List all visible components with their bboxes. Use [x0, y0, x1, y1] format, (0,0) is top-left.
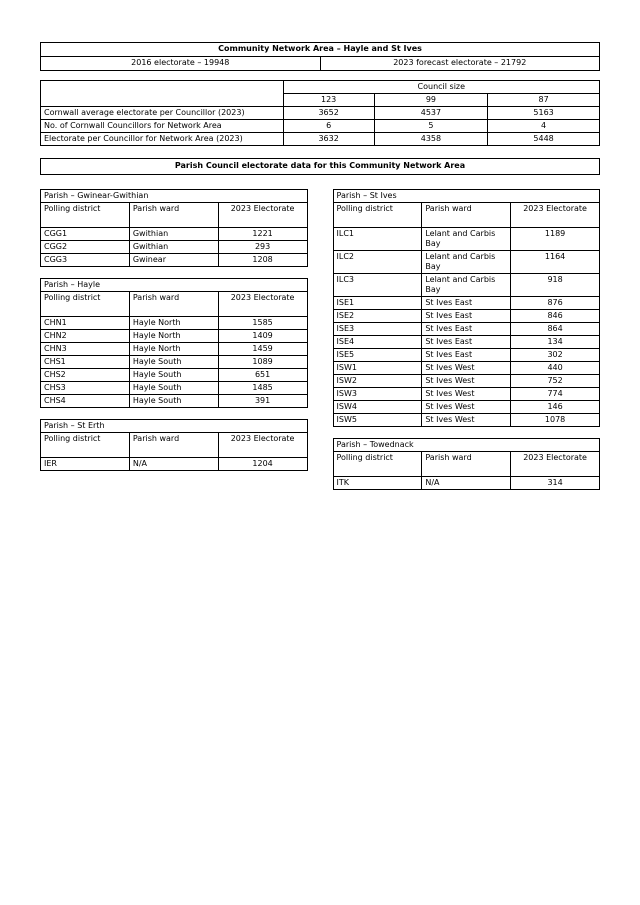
- polling-district-cell: ISW2: [333, 375, 422, 388]
- polling-district-cell: ISW5: [333, 414, 422, 427]
- polling-district-cell: CHS2: [41, 369, 130, 382]
- parish-table-title: Parish – St Erth: [41, 420, 308, 433]
- electorate-cell: 876: [511, 297, 600, 310]
- table-row: [333, 228, 600, 251]
- table-row: [41, 317, 308, 330]
- column-header: Parish ward: [129, 292, 218, 317]
- value-cell: 3632: [283, 133, 374, 146]
- parish-ward-cell: Lelant and Carbis Bay: [422, 251, 511, 274]
- council-size-value: 123: [283, 94, 374, 107]
- value-cell: 4537: [374, 107, 487, 120]
- parish-ward-cell: Gwinear: [129, 254, 218, 267]
- table-row: [333, 297, 600, 310]
- table-row: [41, 228, 308, 241]
- table-row: [41, 395, 308, 408]
- value-cell: 5448: [488, 133, 600, 146]
- parish-ward-cell: Hayle North: [129, 330, 218, 343]
- parish-table: [40, 189, 308, 267]
- parish-ward-cell: Hayle North: [129, 317, 218, 330]
- table-row: [41, 254, 308, 267]
- parish-table-title: Parish – Gwinear-Gwithian: [41, 190, 308, 203]
- parish-ward-cell: St Ives East: [422, 297, 511, 310]
- table-row: [333, 349, 600, 362]
- parish-table-title: Parish – Towednack: [333, 439, 600, 452]
- parish-ward-cell: Hayle South: [129, 369, 218, 382]
- polling-district-cell: CGG2: [41, 241, 130, 254]
- table-row: [333, 310, 600, 323]
- polling-district-cell: ISW3: [333, 388, 422, 401]
- polling-district-cell: ISW4: [333, 401, 422, 414]
- value-cell: 4: [488, 120, 600, 133]
- column-header: Parish ward: [422, 203, 511, 228]
- parish-table-title: Parish – Hayle: [41, 279, 308, 292]
- electorate-cell: 1164: [511, 251, 600, 274]
- table-row: [41, 330, 308, 343]
- parish-ward-cell: Lelant and Carbis Bay: [422, 274, 511, 297]
- parish-table: [333, 438, 601, 490]
- table-row: [41, 81, 600, 94]
- table-row: [41, 356, 308, 369]
- parish-tables-area: [40, 189, 600, 490]
- parish-table: [333, 189, 601, 427]
- parish-ward-cell: St Ives West: [422, 414, 511, 427]
- polling-district-cell: CHS1: [41, 356, 130, 369]
- row-label: No. of Cornwall Councillors for Network Area: [41, 120, 284, 133]
- column-header: Parish ward: [129, 433, 218, 458]
- parish-table-title: Parish – St Ives: [333, 190, 600, 203]
- table-row: [41, 369, 308, 382]
- column-header: 2023 Electorate: [511, 203, 600, 228]
- table-row: [333, 336, 600, 349]
- electorate-cell: 440: [511, 362, 600, 375]
- column-header: 2023 Electorate: [511, 452, 600, 477]
- parish-ward-cell: N/A: [129, 458, 218, 471]
- table-row: [41, 382, 308, 395]
- table-header-row: [41, 203, 308, 228]
- electorate-cell: 1459: [218, 343, 307, 356]
- table-row: [333, 323, 600, 336]
- polling-district-cell: CHS4: [41, 395, 130, 408]
- parish-ward-cell: St Ives East: [422, 323, 511, 336]
- electorate-cell: 1221: [218, 228, 307, 241]
- polling-district-cell: CGG1: [41, 228, 130, 241]
- electorate-cell: 1204: [218, 458, 307, 471]
- table-row: [41, 279, 308, 292]
- polling-district-cell: ISW1: [333, 362, 422, 375]
- electorate-cell: 774: [511, 388, 600, 401]
- column-header: Polling district: [333, 203, 422, 228]
- electorate-cell: 651: [218, 369, 307, 382]
- table-header-row: [41, 433, 308, 458]
- electorate-cell: 146: [511, 401, 600, 414]
- polling-district-cell: CGG3: [41, 254, 130, 267]
- electorate-cell: 1585: [218, 317, 307, 330]
- table-row: [41, 133, 600, 146]
- parish-ward-cell: St Ives West: [422, 388, 511, 401]
- column-header: Parish ward: [422, 452, 511, 477]
- electorate-cell: 752: [511, 375, 600, 388]
- parish-ward-cell: Gwithian: [129, 228, 218, 241]
- value-cell: 3652: [283, 107, 374, 120]
- parish-column-left: [40, 189, 308, 471]
- table-row: [333, 401, 600, 414]
- electorate-cell: 1078: [511, 414, 600, 427]
- table-row: [333, 414, 600, 427]
- polling-district-cell: ILC3: [333, 274, 422, 297]
- value-cell: 6: [283, 120, 374, 133]
- network-area-table: [40, 42, 600, 71]
- table-row: [41, 458, 308, 471]
- parish-ward-cell: Hayle South: [129, 395, 218, 408]
- table-row: [333, 190, 600, 203]
- table-row: [41, 43, 600, 57]
- parish-ward-cell: St Ives East: [422, 310, 511, 323]
- parish-ward-cell: Hayle South: [129, 356, 218, 369]
- table-row: [41, 241, 308, 254]
- electorate-cell: 1189: [511, 228, 600, 251]
- table-row: [333, 375, 600, 388]
- table-row: [333, 251, 600, 274]
- polling-district-cell: ITK: [333, 477, 422, 490]
- polling-district-cell: ISE5: [333, 349, 422, 362]
- table-header-row: [333, 203, 600, 228]
- electorate-2023-forecast-cell: 2023 forecast electorate – 21792: [320, 57, 600, 71]
- table-row: [41, 343, 308, 356]
- value-cell: 5: [374, 120, 487, 133]
- polling-district-cell: IER: [41, 458, 130, 471]
- polling-district-cell: ISE3: [333, 323, 422, 336]
- parish-ward-cell: St Ives West: [422, 375, 511, 388]
- electorate-cell: 134: [511, 336, 600, 349]
- table-row: [41, 190, 308, 203]
- table-row: [41, 57, 600, 71]
- parish-data-banner: Parish Council electorate data for this Community Network Area: [40, 158, 600, 175]
- column-header: 2023 Electorate: [218, 433, 307, 458]
- column-header: Polling district: [41, 203, 130, 228]
- electorate-cell: 1409: [218, 330, 307, 343]
- table-row: [333, 274, 600, 297]
- column-header: 2023 Electorate: [218, 292, 307, 317]
- table-row: [333, 477, 600, 490]
- electorate-cell: 314: [511, 477, 600, 490]
- parish-ward-cell: St Ives East: [422, 349, 511, 362]
- row-label: Electorate per Councillor for Network Area (2023): [41, 133, 284, 146]
- electorate-cell: 1208: [218, 254, 307, 267]
- table-row: [41, 107, 600, 120]
- table-row: [333, 439, 600, 452]
- council-size-value: 99: [374, 94, 487, 107]
- electorate-cell: 918: [511, 274, 600, 297]
- parish-ward-cell: Hayle South: [129, 382, 218, 395]
- polling-district-cell: ISE2: [333, 310, 422, 323]
- polling-district-cell: CHN3: [41, 343, 130, 356]
- table-header-row: [41, 292, 308, 317]
- table-row: [333, 388, 600, 401]
- electorate-cell: 391: [218, 395, 307, 408]
- electorate-cell: 846: [511, 310, 600, 323]
- value-cell: 5163: [488, 107, 600, 120]
- column-header: Polling district: [333, 452, 422, 477]
- electorate-cell: 302: [511, 349, 600, 362]
- parish-table: [40, 278, 308, 408]
- parish-column-right: [333, 189, 601, 490]
- council-size-header: Council size: [283, 81, 599, 94]
- electorate-cell: 1089: [218, 356, 307, 369]
- parish-table: [40, 419, 308, 471]
- network-area-title: Community Network Area – Hayle and St Ives: [41, 43, 600, 57]
- parish-ward-cell: Gwithian: [129, 241, 218, 254]
- parish-ward-cell: Hayle North: [129, 343, 218, 356]
- polling-district-cell: ILC2: [333, 251, 422, 274]
- polling-district-cell: CHN1: [41, 317, 130, 330]
- council-size-table: [40, 80, 600, 146]
- electorate-cell: 293: [218, 241, 307, 254]
- table-row: [41, 120, 600, 133]
- column-header: Polling district: [41, 433, 130, 458]
- table-header-row: [333, 452, 600, 477]
- polling-district-cell: ISE1: [333, 297, 422, 310]
- blank-corner-cell: [41, 81, 284, 107]
- column-header: Parish ward: [129, 203, 218, 228]
- polling-district-cell: CHS3: [41, 382, 130, 395]
- polling-district-cell: ISE4: [333, 336, 422, 349]
- column-header: Polling district: [41, 292, 130, 317]
- electorate-cell: 864: [511, 323, 600, 336]
- parish-ward-cell: Lelant and Carbis Bay: [422, 228, 511, 251]
- column-header: 2023 Electorate: [218, 203, 307, 228]
- electorate-cell: 1485: [218, 382, 307, 395]
- table-row: [333, 362, 600, 375]
- council-size-value: 87: [488, 94, 600, 107]
- table-row: [41, 420, 308, 433]
- electorate-2016-cell: 2016 electorate – 19948: [41, 57, 321, 71]
- parish-ward-cell: N/A: [422, 477, 511, 490]
- parish-ward-cell: St Ives East: [422, 336, 511, 349]
- polling-district-cell: ILC1: [333, 228, 422, 251]
- value-cell: 4358: [374, 133, 487, 146]
- polling-district-cell: CHN2: [41, 330, 130, 343]
- parish-ward-cell: St Ives West: [422, 401, 511, 414]
- row-label: Cornwall average electorate per Councillor (2023): [41, 107, 284, 120]
- parish-ward-cell: St Ives West: [422, 362, 511, 375]
